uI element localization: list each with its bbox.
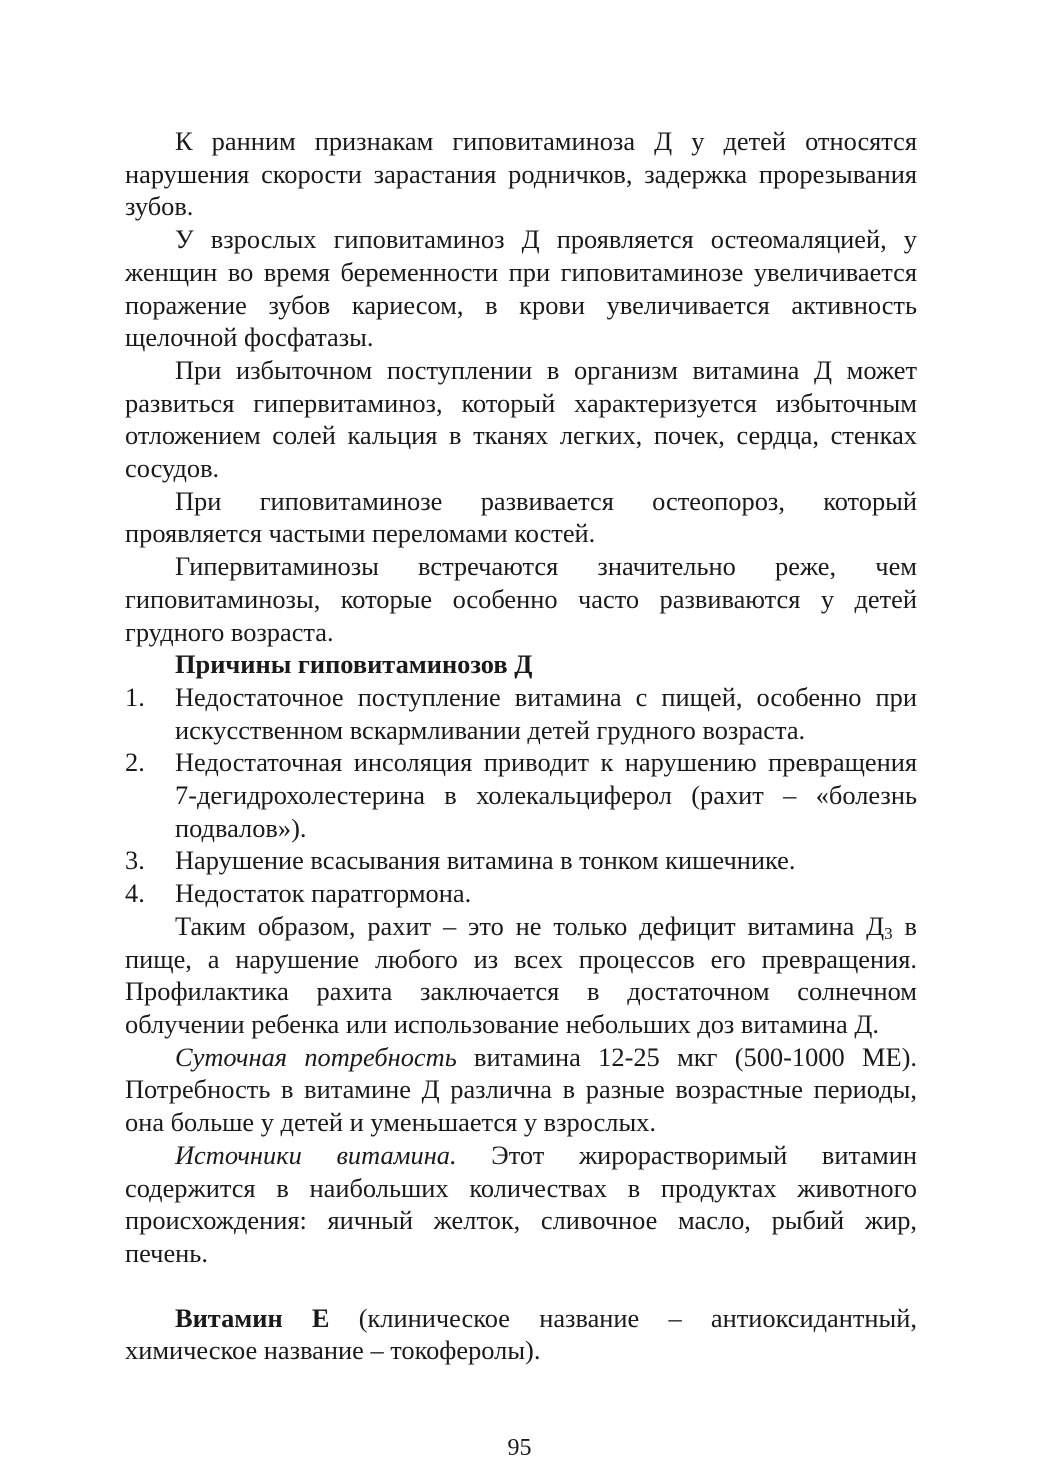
paragraph-vitamin-e (125, 1302, 917, 1367)
list-item-text: Недостаточное поступление витамина с пищей, особенно при искусственном вскармливании детей грудного возраста. (175, 681, 917, 745)
list-item-number: 3. (125, 845, 145, 876)
paragraph-osteoporosis: При гиповитаминозе развивается остеопороз, который проявляется частыми переломами костей. (125, 485, 917, 549)
paragraph-early-signs: К ранним признакам гиповитаминоза Д у детей относятся нарушения скорости зарастания родничков, задержка прорезывания зубов. (125, 126, 917, 222)
causes-heading: Причины гиповитаминозов Д (175, 649, 533, 680)
list-item-text: Недостаток паратгормона. (175, 878, 472, 909)
paragraph-conclusion (125, 910, 917, 1041)
daily-need-text: витамина 12-25 мкг (500-1000 МЕ). Потребность в витамине Д различна в разные возрастные периоды, она больше у детей и уменьшается у взрослых. (125, 1041, 917, 1138)
list-item (125, 877, 917, 910)
conclusion-text-end: в пище, а нарушение любого из всех процессов его превращения. Профилактика рахита заключается в достаточном солнечном облучении ребенка или использование небольших доз витамина Д. (125, 910, 918, 1039)
vitamin-subscript: 3 (884, 923, 893, 943)
list-item (125, 746, 917, 844)
list-item-number: 4. (125, 878, 145, 909)
paragraph-hypervitaminosis: При избыточном поступлении в организм витамина Д может развиться гипервитаминоз, который характеризуется избыточным отложением солей кальция в тканях легких, почек, сердца, стенках сосудов. (125, 354, 917, 484)
list-item-number: 2. (125, 747, 145, 778)
paragraph-adults: У взрослых гиповитаминоз Д проявляется остеомаляцией, у женщин во время беременности при гиповитаминозе увеличивается поражение зубов кариесом, в крови увеличивается активность щелочной фосфатазы. (125, 224, 917, 353)
paragraph-sources (125, 1139, 917, 1270)
list-item-text: Недостаточная инсоляция приводит к нарушению превращения 7-дегидрохолестерина в холекальциферол (рахит – «болезнь подвалов»). (175, 747, 917, 843)
paragraph-frequency: Гипервитаминозы встречаются значительно реже, чем гиповитаминозы, которые особенно часто развиваются у детей грудного возраста. (125, 551, 917, 647)
list-item-number: 1. (125, 681, 145, 712)
page-body (125, 125, 917, 1367)
causes-list (125, 681, 917, 910)
daily-need-label: Суточная потребность (175, 1041, 457, 1072)
list-item (125, 844, 917, 877)
section-gap (125, 1270, 917, 1302)
page-number: 95 (507, 1435, 532, 1461)
sources-label: Источники витамина. (175, 1139, 457, 1170)
sources-text: Этот жирорастворимый витамин содержится в наибольших количествах в продуктах животного происхождения: яичный желток, сливочное масло, рыбий жир, печень. (125, 1139, 917, 1268)
vitamin-e-title: Витамин Е (175, 1302, 330, 1333)
list-item-text: Нарушение всасывания витамина в тонком кишечнике. (175, 845, 796, 876)
conclusion-text-start: Таким образом, рахит – это не только дефицит витамина Д (175, 910, 885, 941)
paragraph-daily-need (125, 1041, 917, 1139)
list-item (125, 681, 917, 746)
vitamin-e-text: (клиническое название – антиоксидантный, химическое название – токоферолы). (125, 1302, 917, 1366)
